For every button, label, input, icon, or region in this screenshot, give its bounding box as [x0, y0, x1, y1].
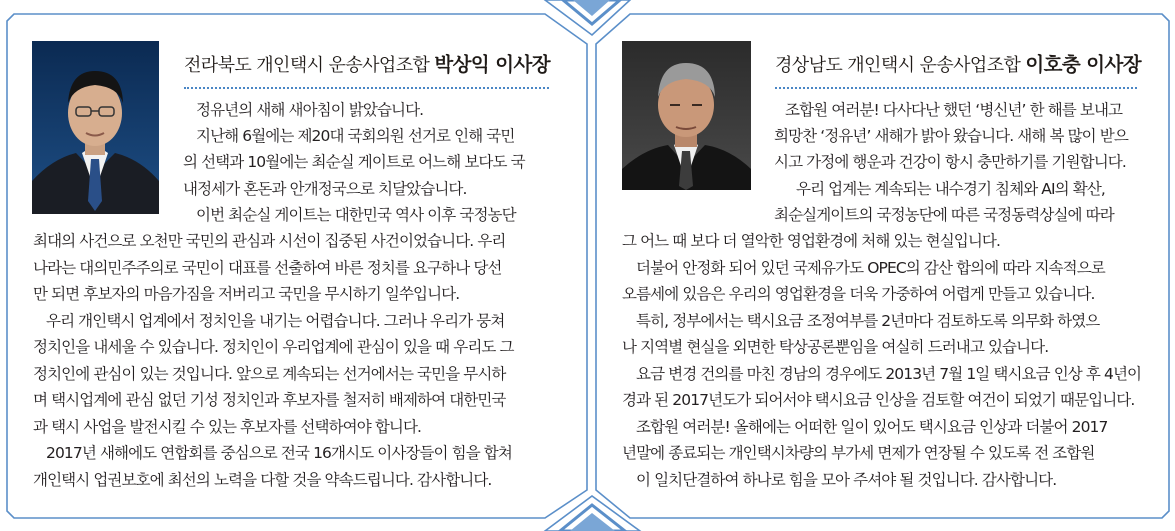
- left-title-rule: [184, 87, 549, 89]
- left-line: 의 선택과 10월에는 최순실 게이트로 어느해 보다도 국: [183, 153, 525, 171]
- left-line: 정치인을 내세울 수 있습니다. 정치인이 우리업계에 관심이 있을 때 우리도 그: [33, 338, 514, 356]
- right-line: 요금 변경 건의를 마친 경남의 경우에도 2013년 7월 1일 택시요금 인상 후 4년이: [636, 365, 1142, 383]
- left-line: 나라는 대의민주주의로 국민이 대표를 선출하여 바른 정치를 요구하나 당선: [33, 259, 502, 277]
- right-title: [775, 49, 1141, 77]
- left-line: 최대의 사건으로 오천만 국민의 관심과 시선이 집중된 사건이었습니다. 우리: [33, 232, 506, 250]
- left-line: 내정세가 혼돈과 안개정국으로 치달았습니다.: [183, 180, 467, 198]
- left-title: [184, 49, 550, 77]
- right-line: 시고 가정에 행운과 건강이 항시 충만하기를 기원합니다.: [774, 153, 1126, 171]
- right-line: 더불어 안정화 되어 있던 국제유가도 OPEC의 감산 합의에 따라 지속적으로: [636, 259, 1105, 277]
- left-line: 며 택시업계에 관심 없던 기성 정치인과 후보자를 철저히 배제하여 대한민국: [33, 391, 506, 409]
- left-line: 지난해 6월에는 제20대 국회의원 선거로 인해 국민: [196, 127, 515, 145]
- right-line: 최순실게이트의 국정농단에 따른 국정동력상실에 따라: [774, 206, 1114, 224]
- left-line: 개인택시 업권보호에 최선의 노력을 다할 것을 약속드립니다. 감사합니다.: [33, 471, 492, 489]
- right-line: 희망찬 ‘정유년’ 새해가 밝아 왔습니다. 새해 복 많이 받으: [774, 127, 1128, 145]
- left-region: 전라북도 개인택시 운송사업조합: [184, 55, 430, 76]
- left-line: 정치인에 관심이 있는 것입니다. 앞으로 계속되는 선거에서는 국민을 무시하: [33, 365, 506, 383]
- left-line: 과 택시 사업을 발전시킬 수 있는 후보자를 선택하여야 합니다.: [33, 418, 422, 436]
- right-line: 이 일치단결하여 하나로 힘을 모아 주셔야 될 것입니다. 감사합니다.: [636, 471, 1057, 489]
- right-line: 그 어느 때 보다 더 열악한 영업환경에 처해 있는 현실입니다.: [622, 232, 1001, 250]
- right-line: 나 지역별 현실을 외면한 탁상공론뿐임을 여실히 드러내고 있습니다.: [622, 338, 1049, 356]
- right-line: 오름세에 있음은 우리의 영업환경을 더욱 가중하여 어렵게 만들고 있습니다.: [622, 285, 1095, 303]
- right-line: 조합원 여러분! 올해에는 어떠한 일이 있어도 택시요금 인상과 더불어 2017: [636, 418, 1108, 436]
- left-line: 2017년 새해에도 연합회를 중심으로 전국 16개시도 이사장들이 힘을 합쳐: [46, 444, 512, 462]
- left-line: 우리 개인택시 업계에서 정치인을 내기는 어렵습니다. 그러나 우리가 뭉쳐: [46, 312, 505, 330]
- right-portrait: [622, 41, 751, 190]
- right-title-rule: [775, 87, 1137, 89]
- left-line: 이번 최순실 게이트는 대한민국 역사 이후 국정농단: [196, 206, 516, 224]
- left-portrait: [32, 41, 159, 214]
- left-line: 정유년의 새해 새아침이 밝았습니다.: [196, 101, 424, 119]
- right-line: 우리 업계는 계속되는 내수경기 침체와 AI의 확산,: [796, 180, 1105, 198]
- right-line: 년말에 종료되는 개인택시차량의 부가세 면제가 연장될 수 있도록 전 조합원: [622, 444, 1095, 462]
- right-line: 조합원 여러분! 다사다난 했던 ‘병신년’ 한 해를 보내고: [785, 101, 1123, 119]
- right-region: 경상남도 개인택시 운송사업조합: [775, 55, 1021, 76]
- right-line: 특히, 정부에서는 택시요금 조정여부를 2년마다 검토하도록 의무화 하였으: [636, 312, 1100, 330]
- left-line: 만 되면 후보자의 마음가짐을 저버리고 국민을 무시하기 일쑤입니다.: [33, 285, 460, 303]
- right-name: 이호충 이사장: [1025, 53, 1142, 76]
- right-line: 경과 된 2017년도가 되어서야 택시요금 인상을 검토할 여건이 되었기 때문입니다.: [622, 391, 1135, 409]
- left-name: 박상익 이사장: [434, 53, 551, 76]
- top-diamond-ornament: [545, 0, 630, 35]
